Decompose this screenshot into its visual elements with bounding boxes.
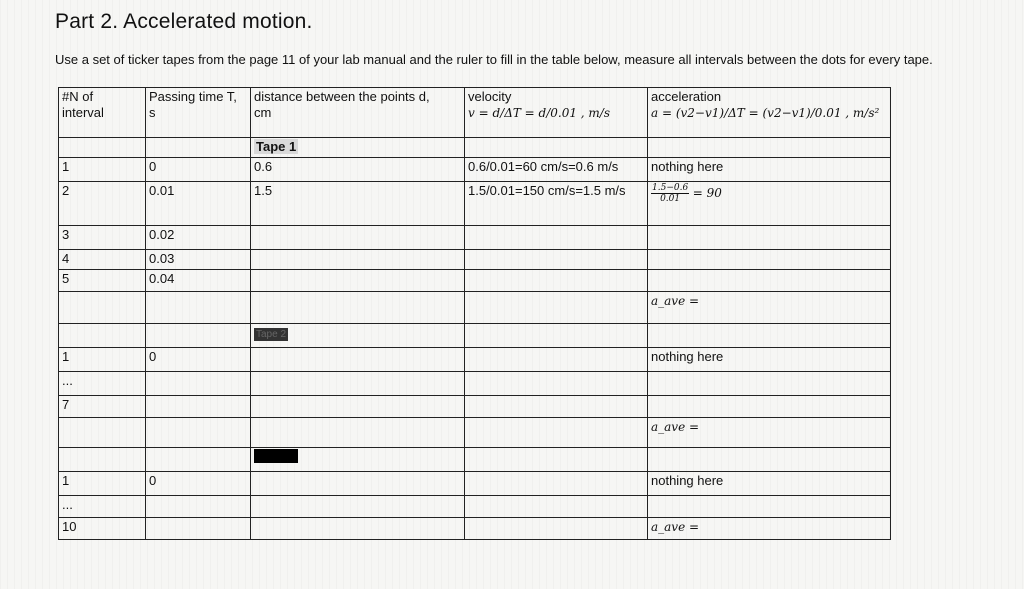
tape2-label: Tape 2 (256, 329, 287, 340)
header-interval (59, 88, 146, 138)
velocity-formula: v = d/ΔT = d/0.01 , m/s (468, 106, 611, 120)
cell-n[interactable]: 1 (59, 348, 146, 372)
cell-n[interactable]: 1 (59, 472, 146, 496)
cell-distance[interactable]: 0.6 (251, 158, 465, 182)
cell-acceleration[interactable]: nothing here (648, 158, 891, 182)
acceleration-fraction (651, 183, 689, 204)
cell-n[interactable]: 5 (59, 270, 146, 292)
table-row (59, 270, 891, 292)
tape1-average-acceleration[interactable]: a_ave = (648, 292, 891, 324)
cell-time[interactable]: 0 (146, 472, 251, 496)
cell-distance[interactable]: 1.5 (251, 182, 465, 226)
table-row (59, 226, 891, 250)
tape1-label-row (59, 138, 891, 158)
header-distance (251, 88, 465, 138)
header-acceleration-line1: acceleration (651, 89, 722, 104)
acceleration-result: = 90 (692, 185, 722, 200)
header-acceleration (648, 88, 891, 138)
data-table (58, 87, 891, 540)
average-row (59, 292, 891, 324)
cell-n[interactable]: 1 (59, 158, 146, 182)
header-row (59, 88, 891, 138)
table-row (59, 496, 891, 518)
page-title: Part 2. Accelerated motion. (55, 10, 313, 33)
tape3-average-acceleration[interactable]: a_ave = (648, 518, 891, 540)
table-row (59, 396, 891, 418)
table-row (59, 472, 891, 496)
cell-time[interactable]: 0.04 (146, 270, 251, 292)
cell-velocity[interactable]: 1.5/0.01=150 cm/s=1.5 m/s (465, 182, 648, 226)
cell-acceleration[interactable]: nothing here (648, 348, 891, 372)
cell-n[interactable]: ... (59, 496, 146, 518)
header-distance-line1: distance between the points d, (254, 89, 430, 104)
header-interval-line1: #N of (62, 89, 94, 104)
header-time-line1: Passing time T, (149, 89, 237, 104)
cell-n[interactable]: 7 (59, 396, 146, 418)
cell-n[interactable]: 2 (59, 182, 146, 226)
header-time-line2: s (149, 105, 156, 120)
redacted-label (254, 449, 298, 463)
cell-time[interactable]: 0.01 (146, 182, 251, 226)
header-velocity (465, 88, 648, 138)
table-row (59, 250, 891, 270)
cell-time[interactable]: 0 (146, 348, 251, 372)
fraction-denominator: 0.01 (660, 194, 681, 204)
table-row (59, 518, 891, 540)
table-row (59, 182, 891, 226)
cell-velocity[interactable]: 0.6/0.01=60 cm/s=0.6 m/s (465, 158, 648, 182)
cell-time[interactable]: 0.02 (146, 226, 251, 250)
acceleration-formula: a = (v2−v1)/ΔT = (v2−v1)/0.01 , m/s² (651, 106, 880, 120)
tape3-label-row (59, 448, 891, 472)
header-distance-line2: cm (254, 105, 272, 120)
table-row (59, 372, 891, 396)
header-time (146, 88, 251, 138)
cell-time[interactable]: 0 (146, 158, 251, 182)
header-interval-line2: interval (62, 105, 104, 120)
cell-n[interactable]: ... (59, 372, 146, 396)
cell-acceleration[interactable] (648, 182, 891, 226)
table-row (59, 158, 891, 182)
average-row (59, 418, 891, 448)
fraction-numerator: 1.5−0.6 (652, 183, 689, 193)
cell-time[interactable]: 0.03 (146, 250, 251, 270)
instructions: Use a set of ticker tapes from the page 11 of your lab manual and the ruler to fill in the table below, measure all intervals between the dots for every tape. (55, 52, 933, 67)
table-row (59, 348, 891, 372)
tape2-average-acceleration[interactable]: a_ave = (648, 418, 891, 448)
cell-acceleration[interactable]: nothing here (648, 472, 891, 496)
cell-n[interactable]: 4 (59, 250, 146, 270)
cell-n[interactable]: 10 (59, 518, 146, 540)
tape1-label: Tape 1 (256, 139, 297, 154)
header-velocity-line1: velocity (468, 89, 512, 104)
cell-n[interactable]: 3 (59, 226, 146, 250)
tape2-label-row (59, 324, 891, 348)
